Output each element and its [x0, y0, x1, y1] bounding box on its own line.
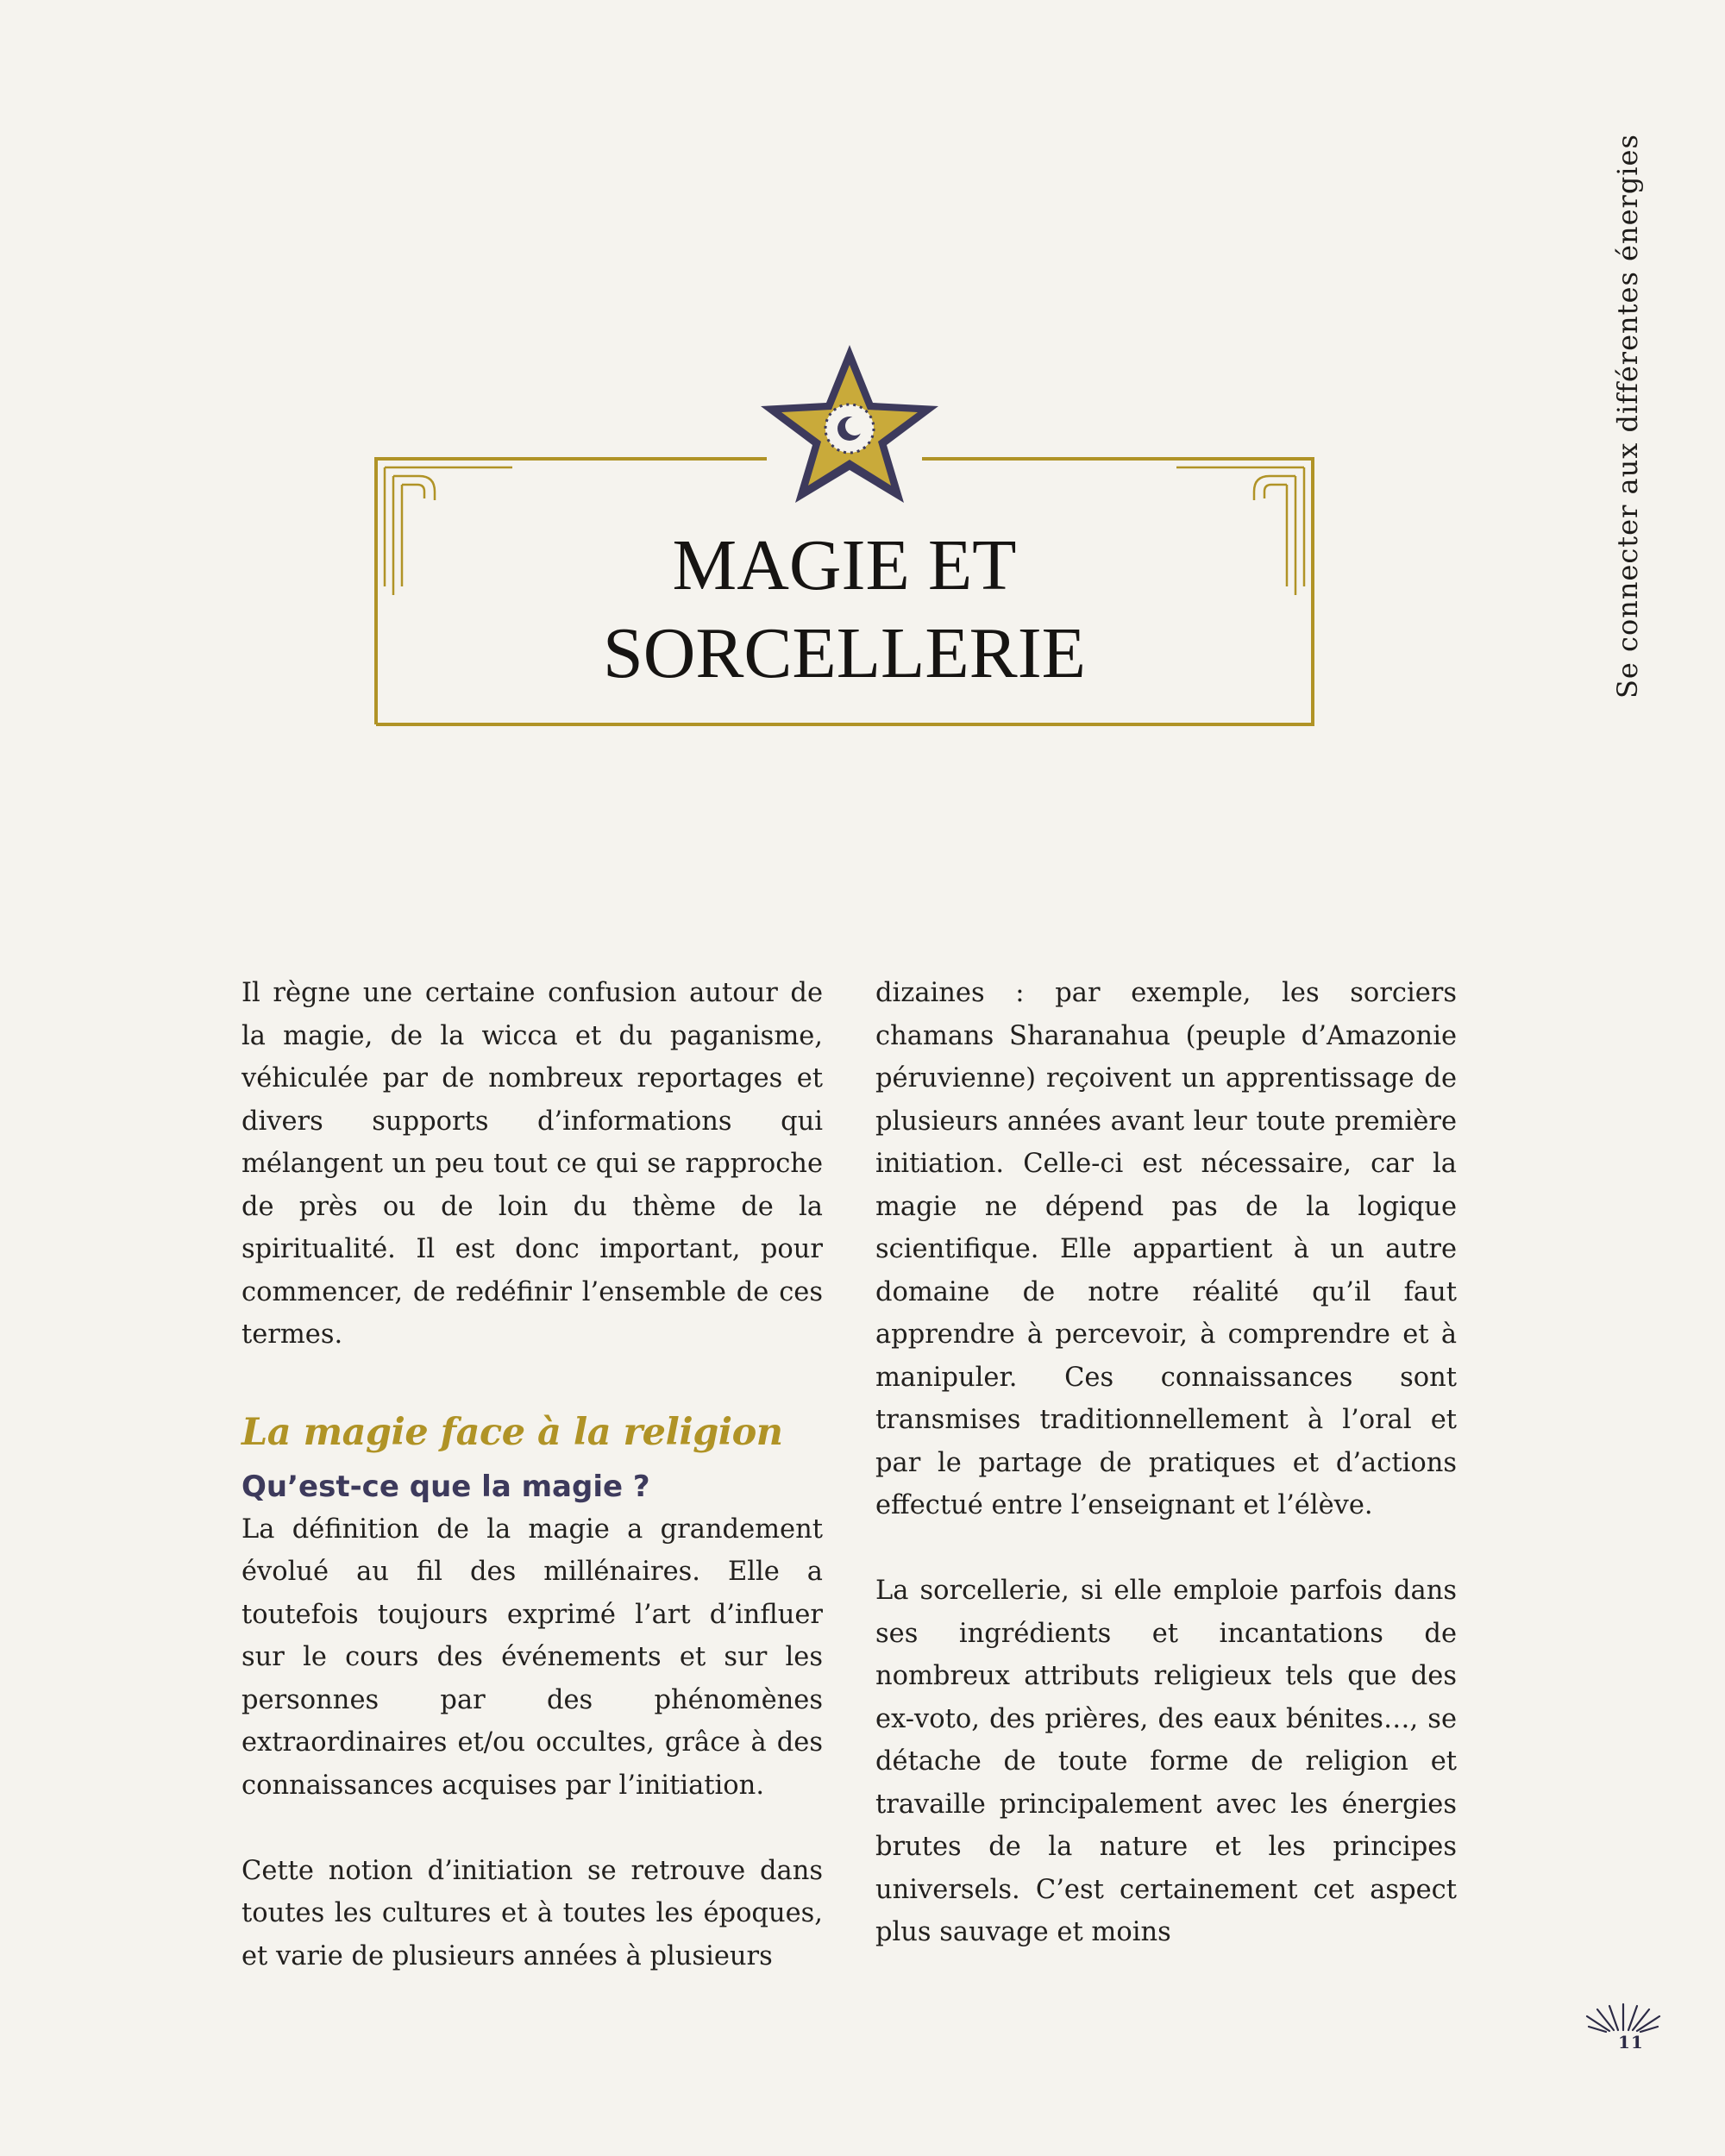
right-column [875, 972, 1457, 1954]
continuation-paragraph: dizaines : par exemple, les sorciers chamans Sharanahua (peuple d’Amazonie péruvienne) reçoivent un apprentissage de plusieurs années avant leur toute première initiation. Celle-ci est nécessaire, car la magie ne dépend pas de la logique scientifique. Elle appartient à un autre domaine de notre réalité qu’il faut apprendre à percevoir, à comprendre et à manipuler. Ces connaissances sont transmises traditionnellement à l’oral et par le partage de pratiques et d’actions effectué entre l’enseignant et l’élève. [875, 978, 1457, 1520]
chapter-title-line-1: MAGIE ET [672, 525, 1017, 605]
sorcellerie-paragraph: La sorcellerie, si elle emploie parfois dans ses ingrédients et incantations de nombreux attributs religieux tels que des ex-voto, des prières, des eaux bénites…, se détache de toute forme de religion et travaille principalement avec les énergies brutes de la nature et les principes universels. C’est certainement cet aspect plus sauvage et moins [875, 1576, 1457, 1947]
page-number: 11 [1618, 2032, 1644, 2053]
section-heading: La magie face à la religion [242, 1410, 783, 1454]
subsection-heading: Qu’est-ce que la magie ? [242, 1469, 650, 1504]
star-moon-icon [756, 341, 944, 508]
chapter-title-line-2: SORCELLERIE [603, 613, 1086, 693]
running-header: Se connecter aux différentes énergies [1611, 134, 1644, 699]
chapter-title [374, 522, 1314, 698]
left-column [242, 972, 823, 1977]
definition-paragraph: La définition de la magie a grandement évolué au fil des millénaires. Elle a toutefois toujours exprimé l’art d’influer sur le cours des événements et sur les personnes par des phénomènes extraordinaires et/ou occultes, grâce à des connaissances acquises par l’initiation. [242, 1514, 823, 1801]
initiation-paragraph: Cette notion d’initiation se retrouve dans toutes les cultures et à toutes les époques, et varie de plusieurs années à plusieurs [242, 1855, 823, 1971]
intro-paragraph: Il règne une certaine confusion autour de la magie, de la wicca et du paganisme, véhiculée par de nombreux reportages et divers supports d’informations qui mélangent un peu tout ce qui se rapproche de près ou de loin du thème de la spiritualité. Il est donc important, pour commencer, de redéfinir l’ensemble de ces termes. [242, 978, 823, 1350]
